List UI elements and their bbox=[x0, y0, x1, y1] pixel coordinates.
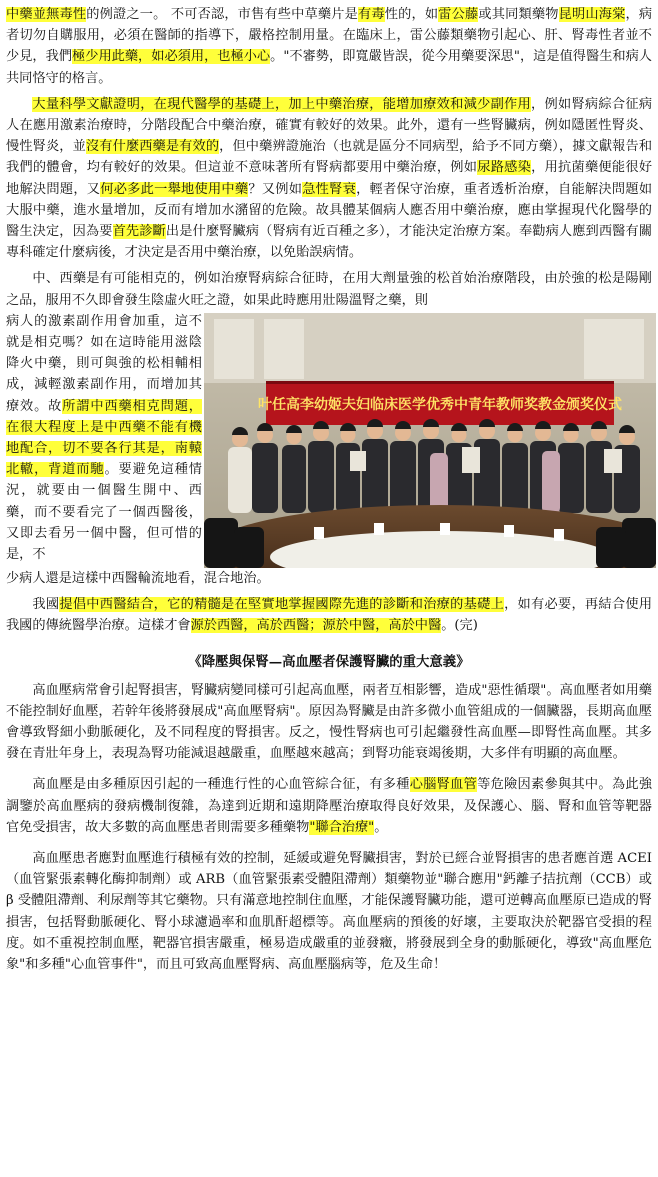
paragraph-5 bbox=[6, 680, 652, 765]
body-text: 或其同類藥物 bbox=[478, 7, 559, 22]
body-text: 中、西藥是有可能相克的，例如治療腎病綜合征時，在用大劑量強的松首始治療階段，由於強的松是陽剛之品，服用不久即會發生陰虛火旺之證，如果此時應用壯陽溫腎之藥，則 bbox=[6, 271, 652, 308]
photo-wrap-row bbox=[6, 311, 652, 568]
paragraph-3 bbox=[6, 268, 652, 310]
body-text: 的例證之一。 不可否認，市售有些中草藥片是 bbox=[86, 7, 359, 22]
highlighted-text: 極少用此藥，如必須用，也極小心 bbox=[72, 49, 271, 65]
highlighted-text: "聯合治療" bbox=[309, 819, 375, 835]
section-title: 《降壓與保腎—高血壓者保護腎臟的重大意義》 bbox=[188, 654, 470, 671]
paragraph-1 bbox=[6, 4, 652, 89]
body-text: ，例如腎病綜合征病人在應用激素治療時，分階段配合中藥治療，確實有較好的效果。此外，還有一些腎臟病，例如隱匿性腎炎、慢性腎炎，並 bbox=[6, 96, 653, 155]
body-text: 出是什麼腎臟病（腎病有近百種之多），才能決定治療方案。奉勸病人應到西醫有關專科確定什麼病後，才決定是否用中藥治療，以免貽誤病情。 bbox=[6, 224, 653, 261]
body-text: 。要避免這種情況，就要由一個醫生開中、西藥，而不要看完了一個西醫後，又即去看另一個中醫，但可惜的是，不 bbox=[6, 462, 202, 563]
body-text: 。 bbox=[374, 819, 388, 835]
body-text: 高血壓患者應對血壓進行積極有效的控制，延緩或避免腎臟損害，對於已經合並腎損害的患者應首選 ACEI（血管緊張素轉化酶抑制劑）或 ARB（血管緊張素受體阻滯劑）類藥物並"聯合應用"鈣離子拮抗劑（CCB）或 β 受體阻滯劑、利尿劑等其它藥物。只有滿意地控制住血壓，才能保護腎臟功能，還可逆轉高血壓原已造成的腎損害，包括腎動脈硬化、腎小球濾過率和血肌酐超標等。高血壓病的預後的好壞，主要取決於靶器官受損的程度。如不重視控制血壓，靶器官損害嚴重，極易造成嚴重的並發癥，將發展到全身的動脈硬化，導致"高血壓危象"和多種"心血管事件"，而且可致高血壓腎病、高血壓腦病等，危及生命！ bbox=[6, 851, 652, 973]
award-ceremony-photo bbox=[204, 313, 656, 568]
paragraph-2 bbox=[6, 94, 652, 264]
body-text: 。(完) bbox=[441, 618, 478, 634]
body-text: ，病者切勿自購服用，必須在醫師的指導下，嚴格控制用量。在臨床上，雷公藤類藥物引起心、肝、腎毒性者並不少見，我們 bbox=[6, 7, 653, 65]
body-text: ？又例如 bbox=[248, 181, 303, 197]
highlighted-text: 心腦腎血管 bbox=[409, 777, 478, 793]
paragraph-3-tail bbox=[6, 568, 652, 589]
highlighted-text: 提倡中西醫結合，它的精髓是在堅實地掌握國際先進的診斷和治療的基礎上 bbox=[59, 597, 505, 613]
body-text: 我國 bbox=[32, 597, 60, 613]
body-text: 。"不審勢，即寬嚴皆誤，從今用藥要深思"，這是值得醫生和病人共同恪守的格言。 bbox=[6, 49, 652, 86]
body-text: ，如有必要，再結合使用我國的傳統醫學治療。這樣才會 bbox=[6, 597, 653, 634]
body-text: ，但中藥辨證施治（也就是區分不同病型，給予不同方藥），據文獻報告和我們的體會，均有較好的效果。但這並不意味著所有腎病都要用中藥治療，例如 bbox=[6, 139, 653, 176]
highlighted-text: 何必多此一舉地使用中藥 bbox=[100, 181, 249, 197]
body-text: ，輕者保守治療，重者透析治療，自能解決問題如大服中藥，進水量增加，反而有增加水瀦留的危險。故具體某個病人應否用中藥治療，應由掌握現代化醫學的醫生決定，因為要 bbox=[6, 181, 653, 240]
paragraph-6 bbox=[6, 774, 652, 838]
highlighted-text: 源於西醫，高於西醫；源於中醫，高於中醫 bbox=[190, 618, 442, 634]
highlighted-text: 中藥並無毒性 bbox=[6, 7, 87, 22]
highlighted-text: 大量科學文獻證明，在現代醫學的基礎上，加上中藥治療，能增加療效和減少副作用 bbox=[32, 96, 532, 112]
photo-banner-text: 叶任高李幼姬夫妇临床医学优秀中青年教师奖教金颁奖仪式 bbox=[258, 396, 622, 413]
document-page bbox=[6, 4, 652, 975]
highlighted-text: 所謂中西藥相克問題，在很大程度上是中西藥不能有機地配合，切不要各行其是，南轅北轍，背道而馳 bbox=[6, 398, 202, 478]
paragraph-7 bbox=[6, 848, 652, 975]
highlighted-text: 雷公藤 bbox=[438, 7, 479, 22]
body-text: 病人的激素副作用會加重，這不就是相克嗎？如在這時能用滋陰降火中藥，則可與強的松相輔相成，減輕激素副作用，而增加其療效。故 bbox=[6, 313, 202, 414]
highlighted-text: 昆明山海棠 bbox=[558, 7, 626, 22]
paragraph-3-side-text bbox=[6, 311, 202, 565]
body-text: 少病人還是這樣中西醫輪流地看，混合地治。 bbox=[6, 570, 270, 586]
body-text: 高血壓是由多種原因引起的一種進行性的心血管綜合征，有多種 bbox=[32, 777, 410, 793]
body-text: 等危險因素參與其中。為此強調鑒於高血壓病的發病機制復雜，為達到近期和遠期降壓治療取得良好效果，及保護心、腦、腎和血管等靶器官免受損害，故大多數的高血壓患者則需要多種藥物 bbox=[6, 777, 653, 835]
highlighted-text: 沒有什麼西藥是有效的 bbox=[85, 139, 220, 155]
highlighted-text: 有毒 bbox=[358, 7, 385, 22]
body-text: 性的，如 bbox=[384, 7, 439, 22]
paragraph-4 bbox=[6, 594, 652, 636]
body-text: ，用抗菌藥便能很好地解決問題，又 bbox=[6, 160, 653, 197]
photo-people bbox=[228, 419, 640, 513]
body-text: 高血壓病常會引起腎損害，腎臟病變同樣可引起高血壓，兩者互相影響，造成"惡性循環"。高血壓者如用藥不能控制好血壓，若幹年後將發展成"高血壓腎病"。原因為腎臟是由許多微小血管組成的一個臟器，長期高血壓會導致腎細小動脈硬化，及不同程度的腎損害。反之，慢性腎病也可引起繼發性高血壓—即腎性高血壓。其多發在青壯年身上，表現為腎功能減退越嚴重，血壓越來越高；到腎功能衰竭後期，大多伴有明顯的高血壓。 bbox=[6, 682, 652, 762]
highlighted-text: 尿路感染 bbox=[477, 160, 532, 176]
highlighted-text: 首先診斷 bbox=[112, 224, 166, 240]
highlighted-text: 急性腎衰 bbox=[302, 181, 357, 197]
